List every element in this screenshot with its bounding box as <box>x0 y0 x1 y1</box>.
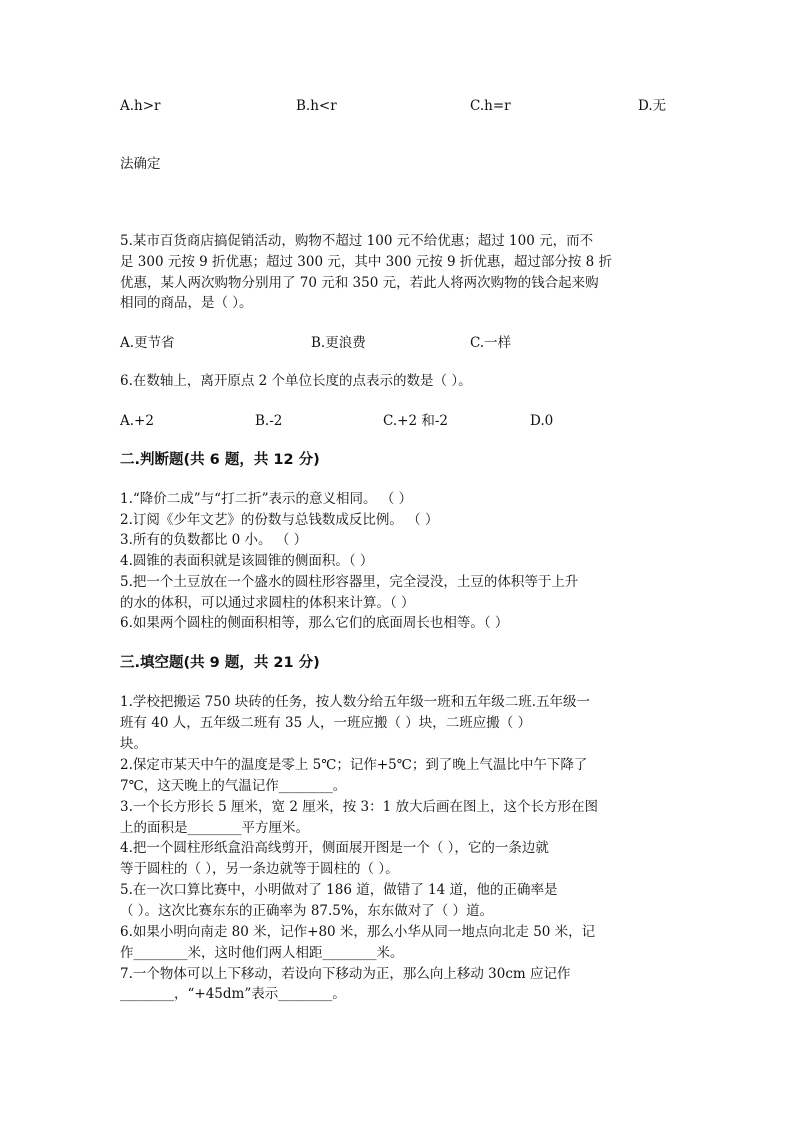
q6-option-c: C.+2 和-2 <box>383 413 448 429</box>
s3-line-5: 7℃，这天晚上的气温记作________。 <box>120 778 347 794</box>
s3-line-6: 3.一个长方形长 5 厘米，宽 2 厘米，按 3：1 放大后画在图上，这个长方形在图 <box>120 799 598 815</box>
q5-option-b: B.更浪费 <box>311 335 366 351</box>
q4-option-d: D.无 <box>638 98 667 114</box>
q6-option-b: B.-2 <box>255 413 283 429</box>
s3-line-12: 6.如果小明向南走 80 米，记作+80 米，那么小华从同一地点向北走 50 米，记 <box>120 924 596 940</box>
q5-option-c: C.一样 <box>470 335 512 351</box>
q5-option-a: A.更节省 <box>120 335 175 351</box>
s3-line-10: 5.在一次口算比赛中，小明做对了 186 道，做错了 14 道，他的正确率是 <box>120 882 558 898</box>
s3-line-4: 2.保定市某天中午的温度是零上 5℃；记作+5℃；到了晚上气温比中午下降了 <box>120 757 588 773</box>
s2-item-3: 3.所有的负数都比 0 小。 （ ） <box>120 532 308 548</box>
section-2-title: 二.判断题(共 6 题，共 12 分) <box>120 452 320 468</box>
s2-item-5-line-1: 5.把一个土豆放在一个盛水的圆柱形容器里，完全浸没，土豆的体积等于上升 <box>120 574 579 590</box>
section-3-title: 三.填空题(共 9 题，共 21 分) <box>120 655 320 671</box>
q5-line-4: 相同的商品，是（ ）。 <box>120 295 253 311</box>
s3-line-2: 班有 40 人，五年级二班有 35 人，一班应搬（ ）块，二班应搬（ ） <box>120 715 532 731</box>
q4-option-b: B.h<r <box>296 98 337 114</box>
s3-line-8: 4.把一个圆柱形纸盒沿高线剪开，侧面展开图是一个（ ），它的一条边就 <box>120 840 549 856</box>
s3-line-1: 1.学校把搬运 750 块砖的任务，按人数分给五年级一班和五年级二班.五年级一 <box>120 694 591 710</box>
s3-line-14: 7.一个物体可以上下移动，若设向下移动为正，那么向上移动 30cm 应记作 <box>120 966 571 982</box>
s2-item-2: 2.订阅《少年文艺》的份数与总钱数成反比例。 （ ） <box>120 512 439 528</box>
q6-option-d: D.0 <box>530 413 554 429</box>
s3-line-7: 上的面积是________平方厘米。 <box>120 820 309 836</box>
q5-line-2: 足 300 元按 9 折优惠；超过 300 元，其中 300 元按 9 折优惠，超过部分按 8 折 <box>120 254 613 270</box>
q4-option-d-wrap: 法确定 <box>120 156 161 172</box>
q6-line: 6.在数轴上，离开原点 2 个单位长度的点表示的数是（ ）。 <box>120 373 472 389</box>
s3-line-15: ________，“+45dm”表示________。 <box>120 986 346 1002</box>
q5-line-1: 5.某市百货商店搞促销活动，购物不超过 100 元不给优惠；超过 100 元，而不 <box>120 233 594 249</box>
q4-option-c: C.h=r <box>470 98 511 114</box>
s2-item-5-line-2: 的水的体积，可以通过求圆柱的体积来计算。（ ） <box>120 595 415 611</box>
s3-line-3: 块。 <box>120 736 147 752</box>
s2-item-6: 6.如果两个圆柱的侧面积相等，那么它们的底面周长也相等。（ ） <box>120 615 509 631</box>
s3-line-9: 等于圆柱的（ ），另一条边就等于圆柱的（ ）。 <box>120 861 399 877</box>
q4-option-a: A.h>r <box>120 98 161 114</box>
s3-line-13: 作________米，这时他们两人相距________米。 <box>120 945 404 961</box>
s2-item-4: 4.圆锥的表面积就是该圆锥的侧面积。（ ） <box>120 553 374 569</box>
s2-item-1: 1.“降价二成”与“打二折”表示的意义相同。 （ ） <box>120 491 413 507</box>
q6-option-a: A.+2 <box>120 413 154 429</box>
q5-line-3: 优惠，某人两次购物分别用了 70 元和 350 元，若此人将两次购物的钱合起来购 <box>120 275 599 291</box>
s3-line-11: （ ）。这次比赛东东的正确率为 87.5%，东东做对了（ ）道。 <box>120 903 494 919</box>
